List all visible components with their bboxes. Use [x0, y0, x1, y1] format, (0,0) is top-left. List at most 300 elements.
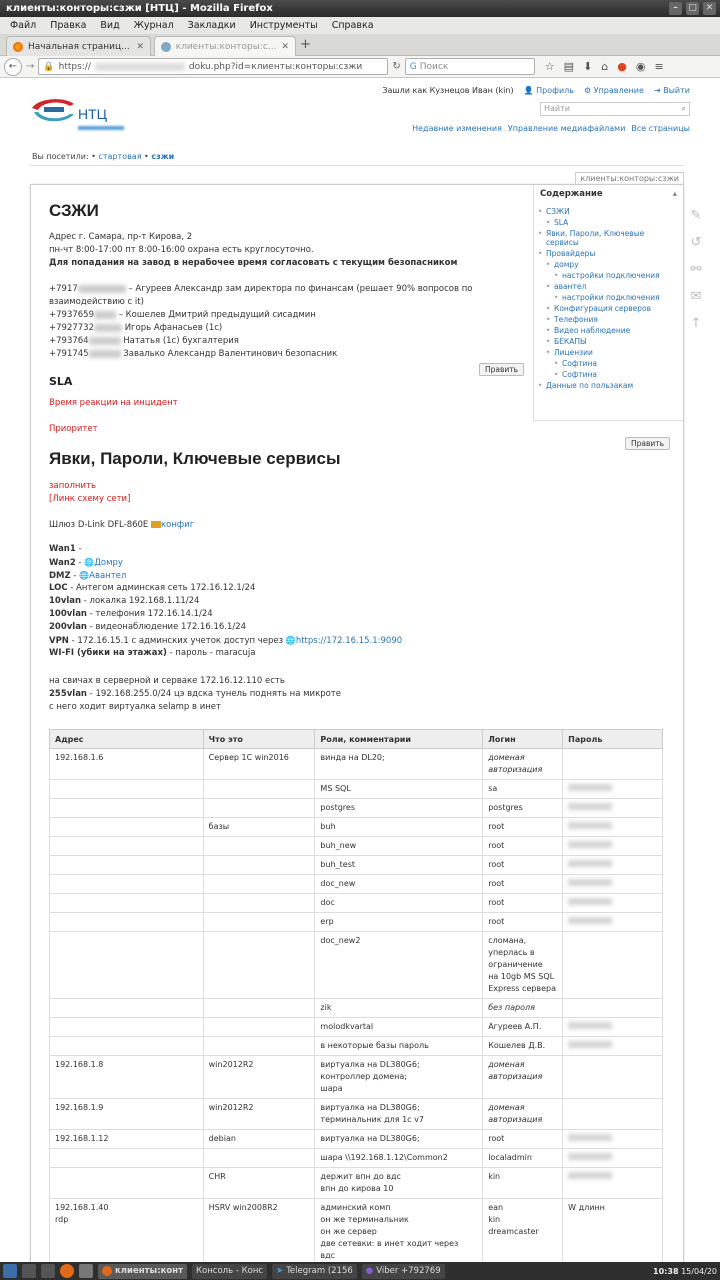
cell-text: postgres [320, 803, 355, 812]
table-cell [50, 875, 204, 894]
cell-text: root [488, 860, 505, 869]
phone-prefix: +793764 [49, 336, 89, 346]
menu-view[interactable]: Вид [100, 20, 120, 31]
gear-icon: ⚙ [583, 86, 592, 95]
password-redacted [568, 822, 612, 829]
table-cell [563, 1199, 663, 1263]
search-engine-icon: G [409, 61, 417, 72]
contact-text: – Агуреев Александр зам директора по финансам (решает 90% вопросов по [128, 284, 473, 294]
toc-item[interactable]: • настройки подключения [540, 293, 677, 302]
revisions-icon[interactable]: ↺ [690, 235, 702, 250]
breadcrumb-item-start[interactable]: стартовая [98, 152, 142, 161]
download-icon[interactable]: ⬇ [583, 60, 593, 73]
contact-text: – Кошелев Дмитрий предыдущий сисадмин [118, 310, 316, 320]
home-icon[interactable]: ⌂ [601, 60, 609, 73]
table-cell [315, 818, 483, 837]
media-manager-link[interactable]: Управление медиафайлами [507, 124, 626, 133]
table-cell [50, 1018, 204, 1037]
cell-text: root [488, 841, 505, 850]
table-cell [203, 818, 315, 837]
toc-item[interactable]: • Видео наблюдение [540, 326, 677, 335]
window-titlebar [0, 0, 720, 17]
back-to-top-icon[interactable]: ↑ [690, 316, 702, 331]
cell-text: doc_new2 [320, 936, 361, 945]
cell-text: buh_test [320, 860, 356, 869]
site-header [30, 78, 690, 148]
close-tab-icon[interactable]: ✕ [281, 41, 289, 52]
cell-text: HSRV win2008R2 [208, 1203, 278, 1212]
task-telegram[interactable] [272, 1264, 357, 1279]
firefox-launcher-icon[interactable] [60, 1264, 74, 1278]
logged-in-user: Зашли как Кузнецов Иван (kin) [382, 86, 514, 95]
after-hours-note: Для попадания на завод в нерабочее время согласовать с текущим безопасником [49, 258, 458, 268]
cell-text: win2012R2 [208, 1103, 254, 1112]
table-cell [50, 749, 204, 780]
firefox-icon [13, 42, 23, 52]
logout-label: Выйти [663, 86, 690, 95]
page-title: СЗЖИ [49, 201, 99, 220]
toc-item[interactable]: • Данные по пользакам [540, 381, 677, 390]
table-cell [50, 1130, 204, 1149]
maximize-button[interactable]: □ [686, 2, 699, 15]
cell-text: debian [208, 1134, 236, 1143]
table-cell [203, 856, 315, 875]
site-search-input[interactable] [540, 102, 690, 116]
table-cell [315, 1037, 483, 1056]
task-label: клиенты:конт [115, 1266, 184, 1276]
table-cell [315, 799, 483, 818]
table-cell [203, 1149, 315, 1168]
bookmarks-list-icon[interactable]: ▤ [563, 60, 575, 73]
cell-text: buh_new [320, 841, 357, 850]
table-cell [563, 837, 663, 856]
contact-line [49, 283, 472, 296]
phone-redacted [94, 311, 116, 319]
hours-text: пн-чт 8:00-17:00 пт 8:00-16:00 охрана есть круглосуточно. [49, 245, 314, 255]
user-icon: 👤 [523, 86, 534, 95]
table-cell [203, 1130, 315, 1149]
toc-item[interactable]: • домру [540, 260, 677, 269]
table-cell [483, 932, 563, 999]
site-logo[interactable] [30, 96, 130, 136]
cell-text: виртуалка на DL380G6; контроллер домена; шара [320, 1060, 420, 1093]
table-cell [203, 913, 315, 932]
password-redacted [568, 1172, 612, 1179]
logout-icon: ⇥ [653, 86, 661, 95]
cell-text: localadmin [488, 1153, 532, 1162]
cell-text: виртуалка на DL380G6; терминальник для 1с v7 [320, 1103, 424, 1124]
task-label: Telegram (2156 [286, 1266, 353, 1276]
network-value: - [70, 571, 80, 581]
search-icon[interactable]: ⌕ [681, 104, 686, 113]
menu-file[interactable]: Файл [10, 20, 37, 31]
url-redacted [95, 63, 185, 71]
table-cell [50, 1037, 204, 1056]
table-cell [483, 799, 563, 818]
site-search-placeholder: Найти [544, 104, 570, 113]
credentials-table [49, 729, 663, 1262]
network-key: DMZ [49, 571, 71, 581]
vlan255-key: 255vlan [49, 689, 87, 699]
cell-text: doc_new [320, 879, 356, 888]
email-icon[interactable]: ✉ [690, 289, 702, 304]
profile-label: Профиль [536, 86, 574, 95]
toc-header[interactable] [540, 189, 677, 199]
close-tab-icon[interactable]: ✕ [136, 41, 144, 52]
adblock-icon[interactable]: ● [617, 60, 627, 73]
cell-text: админский комп он же терминальник он же сервер две сетевки: в инет ходит через вдс [320, 1203, 459, 1260]
menu-help[interactable]: Справка [331, 20, 374, 31]
table-cell [203, 1168, 315, 1199]
password-redacted [568, 841, 612, 848]
close-window-button[interactable]: ✕ [703, 2, 716, 15]
table-cell [563, 1149, 663, 1168]
pager-icon[interactable] [79, 1264, 93, 1278]
table-cell [483, 894, 563, 913]
toc-item[interactable]: • Телефония [540, 315, 677, 324]
url-path: doku.php?id=клиенты:конторы:сзжи [188, 61, 363, 72]
password-redacted [568, 803, 612, 810]
vlan255-value: - 192.168.255.0/24 цэ вдска тунель поднять на микроте [86, 689, 341, 699]
edit-section-button[interactable]: Править [625, 437, 670, 450]
menu-tools[interactable]: Инструменты [249, 20, 318, 31]
toc-item[interactable]: • SLA [540, 218, 677, 227]
bookmark-star-icon[interactable]: ☆ [544, 60, 555, 73]
table-cell [483, 856, 563, 875]
task-label: Консоль - Конс [196, 1266, 264, 1276]
phone-prefix: +7927732 [49, 323, 94, 333]
toc-title: Содержание [540, 189, 603, 199]
table-cell [203, 999, 315, 1018]
cell-text: kin [488, 1172, 501, 1181]
clock-date: 15/04/20 [681, 1266, 717, 1276]
logo-icon [30, 96, 78, 126]
url-bar[interactable] [38, 58, 388, 75]
table-cell [50, 837, 204, 856]
network-line [49, 608, 213, 621]
table-cell [483, 1130, 563, 1149]
sla-reaction-link[interactable]: Время реакции на инцидент [49, 398, 178, 408]
table-cell [315, 1130, 483, 1149]
table-cell [50, 1168, 204, 1199]
cell-text: root [488, 879, 505, 888]
toc-item[interactable]: • Софтина [540, 370, 677, 379]
extension-icon[interactable]: ◉ [635, 60, 646, 73]
minimize-button[interactable]: – [669, 2, 682, 15]
network-link[interactable]: https://172.16.15.1:9090 [295, 636, 403, 646]
cell-text: root [488, 1134, 505, 1143]
table-cell [203, 1199, 315, 1263]
table-cell [315, 1056, 483, 1099]
toc-item[interactable]: • авантел [540, 282, 677, 291]
menu-bar [0, 17, 720, 34]
page-tools [686, 208, 706, 331]
table-cell [315, 999, 483, 1018]
table-row [50, 1037, 663, 1056]
header-divider [30, 165, 684, 166]
site-links [412, 124, 690, 133]
profile-link[interactable] [524, 86, 574, 95]
edit-pencil-icon[interactable]: ✎ [690, 208, 702, 223]
phone-redacted [78, 285, 126, 293]
tab-current[interactable] [154, 36, 296, 56]
table-cell [483, 749, 563, 780]
table-cell [483, 913, 563, 932]
clock[interactable] [653, 1267, 717, 1276]
network-value: - Антегом админская сеть 172.16.12.1/24 [67, 583, 256, 593]
table-cell [315, 913, 483, 932]
cell-text: Кошелев Д.В. [488, 1041, 546, 1050]
toc-item[interactable]: • Конфигурация серверов [540, 304, 677, 313]
breadcrumb-label: Вы посетили: [32, 152, 89, 161]
table-cell [315, 1199, 483, 1263]
page-viewport [0, 78, 720, 1262]
task-label: Viber +792769 [376, 1266, 441, 1276]
forward-icon[interactable]: → [26, 61, 35, 72]
terminal-icon[interactable] [41, 1264, 55, 1278]
cell-text: win2012R2 [208, 1060, 254, 1069]
table-cell [563, 932, 663, 999]
cell-text: doc [320, 898, 335, 907]
table-cell [483, 818, 563, 837]
task-firefox[interactable] [98, 1264, 187, 1279]
password-redacted [568, 898, 612, 905]
new-tab-button[interactable]: + [300, 37, 311, 52]
start-menu-icon[interactable] [3, 1264, 17, 1278]
site-favicon-icon [161, 42, 171, 52]
table-cell [50, 1149, 204, 1168]
table-row [50, 1056, 663, 1099]
contact-text: Завалько Александр Валентинович безопасник [123, 349, 338, 359]
admin-label: Управление [593, 86, 644, 95]
table-cell [483, 1149, 563, 1168]
table-row [50, 1018, 663, 1037]
gateway-text: Шлюз D-Link DFL-860E [49, 520, 149, 530]
network-link[interactable]: Домру [94, 558, 123, 568]
table-cell [483, 1199, 563, 1263]
browser-search-input[interactable] [405, 58, 535, 75]
column-header: Логин [483, 730, 563, 749]
cell-text: MS SQL [320, 784, 351, 793]
table-cell [50, 799, 204, 818]
table-cell [483, 837, 563, 856]
table-cell [563, 1037, 663, 1056]
network-line [49, 543, 82, 556]
toc-list [540, 207, 677, 390]
table-cell [483, 1018, 563, 1037]
table-cell [563, 749, 663, 780]
breadcrumb-item-szhi[interactable]: сзжи [151, 152, 175, 161]
table-cell [315, 1018, 483, 1037]
toc-item[interactable]: • Софтина [540, 359, 677, 368]
password-redacted [568, 784, 612, 791]
table-cell [315, 780, 483, 799]
password-redacted [568, 1134, 612, 1141]
table-cell [483, 1099, 563, 1130]
toc-collapse-icon[interactable]: ▴ [672, 189, 677, 199]
cell-text: доменая авторизация [488, 1103, 543, 1124]
toc-item[interactable]: • настройки подключения [540, 271, 677, 280]
tab-label: клиенты:конторы:с... [175, 41, 277, 52]
cell-text: Агуреев А.П. [488, 1022, 542, 1031]
table-cell [483, 1056, 563, 1099]
network-key: 10vlan [49, 596, 82, 606]
admin-link[interactable] [584, 86, 644, 95]
contact-text: Игорь Афанасьев (1с) [124, 323, 223, 333]
contact-line [49, 335, 239, 348]
network-value: - пароль - maracuja [166, 648, 256, 658]
fill-link[interactable]: заполнить [49, 481, 96, 491]
selamp-line: с него ходит виртуалка selamp в инет [49, 702, 221, 712]
cell-text: W длинн [568, 1203, 605, 1212]
window-title: клиенты:конторы:сзжи [НТЦ] - Mozilla Firefox [6, 3, 273, 14]
tab-bar [0, 34, 720, 56]
backlinks-icon[interactable]: ⚯ [690, 262, 702, 277]
all-pages-link[interactable]: Все страницы [631, 124, 690, 133]
hamburger-menu-icon[interactable]: ≡ [654, 60, 664, 73]
table-cell [203, 932, 315, 999]
table-cell [50, 894, 204, 913]
cell-text: zik [320, 1003, 332, 1012]
column-header: Что это [203, 730, 315, 749]
table-cell [50, 932, 204, 999]
breadcrumb: Вы посетили: • стартовая • сзжи [32, 152, 175, 161]
password-redacted [568, 879, 612, 886]
telegram-icon: ➤ [276, 1266, 284, 1276]
network-link[interactable]: Авантел [89, 571, 127, 581]
table-cell [563, 799, 663, 818]
task-konsole[interactable] [192, 1264, 267, 1279]
cell-text: доменая авторизация [488, 1060, 543, 1081]
toc-item[interactable]: • СЗЖИ [540, 207, 677, 216]
table-cell [50, 999, 204, 1018]
contact-line [49, 348, 337, 361]
table-row [50, 932, 663, 999]
brand-underline [78, 126, 124, 130]
network-scheme-link[interactable]: [Линк схему сети] [49, 494, 131, 504]
phone-redacted [89, 337, 121, 345]
cell-text: без пароля [488, 1003, 535, 1012]
toc-item[interactable]: • Провайдеры [540, 249, 677, 258]
brand-name: НТЦ [78, 106, 108, 122]
cell-text: сломана, уперлась в ограничение на 10gb MS SQL Express сервера [488, 936, 556, 993]
table-row [50, 837, 663, 856]
network-line [49, 569, 126, 583]
table-cell [563, 818, 663, 837]
table-row [50, 875, 663, 894]
menu-bookmarks[interactable]: Закладки [187, 20, 236, 31]
gateway-line [49, 519, 194, 532]
cell-text: 192.168.1.40 rdp [55, 1203, 109, 1224]
table-cell [203, 799, 315, 818]
phone-prefix: +7937659 [49, 310, 94, 320]
cell-text: виртуалка на DL380G6; [320, 1134, 420, 1143]
tab-label: Начальная страниц... [28, 41, 130, 52]
cell-text: erp [320, 917, 334, 926]
cell-text: buh [320, 822, 336, 831]
section-sla-title: SLA [49, 375, 73, 388]
switch-line: на свичах в серверной и серваке 172.16.12.110 есть [49, 676, 285, 686]
table-row [50, 799, 663, 818]
table-cell [50, 913, 204, 932]
table-cell [315, 1168, 483, 1199]
external-link-icon: 🌐 [84, 558, 95, 567]
back-button[interactable]: ← [4, 58, 22, 76]
network-value: - [75, 544, 82, 554]
cell-text: базы [208, 822, 230, 831]
sla-priority-link[interactable]: Приоритет [49, 424, 98, 434]
network-key: Wan2 [49, 558, 76, 568]
column-header: Роли, комментарии [315, 730, 483, 749]
table-cell [563, 1018, 663, 1037]
config-link[interactable]: конфиг [161, 520, 195, 530]
toc-item[interactable]: • Явки, Пароли, Ключевые сервисы [540, 229, 677, 247]
toc-item[interactable]: • Лицензии [540, 348, 677, 357]
cell-text: ean kin dreamcaster [488, 1203, 539, 1236]
network-line [49, 556, 123, 570]
phone-prefix: +791745 [49, 349, 89, 359]
table-cell [315, 856, 483, 875]
table-row [50, 999, 663, 1018]
table-cell [563, 875, 663, 894]
network-line [49, 595, 199, 608]
network-value: - локалка 192.168.1.11/24 [81, 596, 200, 606]
launcher-icon[interactable] [22, 1264, 36, 1278]
network-value: - видеонаблюдение 172.16.16.1/24 [86, 622, 247, 632]
edit-section-button[interactable]: Править [479, 363, 524, 376]
table-cell [203, 1037, 315, 1056]
archive-icon [151, 521, 161, 528]
toc-item[interactable]: • БЕКАПЫ [540, 337, 677, 346]
cell-text: в некоторые базы пароль [320, 1041, 429, 1050]
contact-text: Нататья (1с) бухгалтерия [123, 336, 239, 346]
table-cell [50, 856, 204, 875]
column-header: Адрес [50, 730, 204, 749]
logout-link[interactable] [654, 86, 690, 95]
table-row [50, 1149, 663, 1168]
navigation-bar [0, 56, 720, 78]
contact-line [49, 296, 144, 309]
cell-text: postgres [488, 803, 523, 812]
table-row [50, 1199, 663, 1263]
page-content [30, 184, 684, 1262]
table-row [50, 913, 663, 932]
table-cell [563, 1099, 663, 1130]
table-cell [315, 1099, 483, 1130]
table-cell [563, 913, 663, 932]
table-cell [563, 1056, 663, 1099]
task-viber[interactable] [362, 1264, 445, 1279]
menu-history[interactable]: Журнал [133, 20, 174, 31]
table-cell [50, 1099, 204, 1130]
network-key: LOC [49, 583, 68, 593]
table-cell [563, 780, 663, 799]
network-line [49, 582, 255, 595]
cell-text: 192.168.1.12 [55, 1134, 109, 1143]
table-cell [50, 780, 204, 799]
phone-prefix: +7917 [49, 284, 78, 294]
recent-changes-link[interactable]: Недавние изменения [412, 124, 502, 133]
table-cell [483, 780, 563, 799]
menu-edit[interactable]: Правка [50, 20, 87, 31]
table-cell [483, 999, 563, 1018]
password-redacted [568, 917, 612, 924]
reload-icon[interactable]: ↻ [392, 61, 401, 72]
phone-redacted [89, 350, 121, 358]
tab-start-page[interactable] [6, 36, 151, 56]
table-cell [203, 875, 315, 894]
user-bar [382, 86, 690, 95]
